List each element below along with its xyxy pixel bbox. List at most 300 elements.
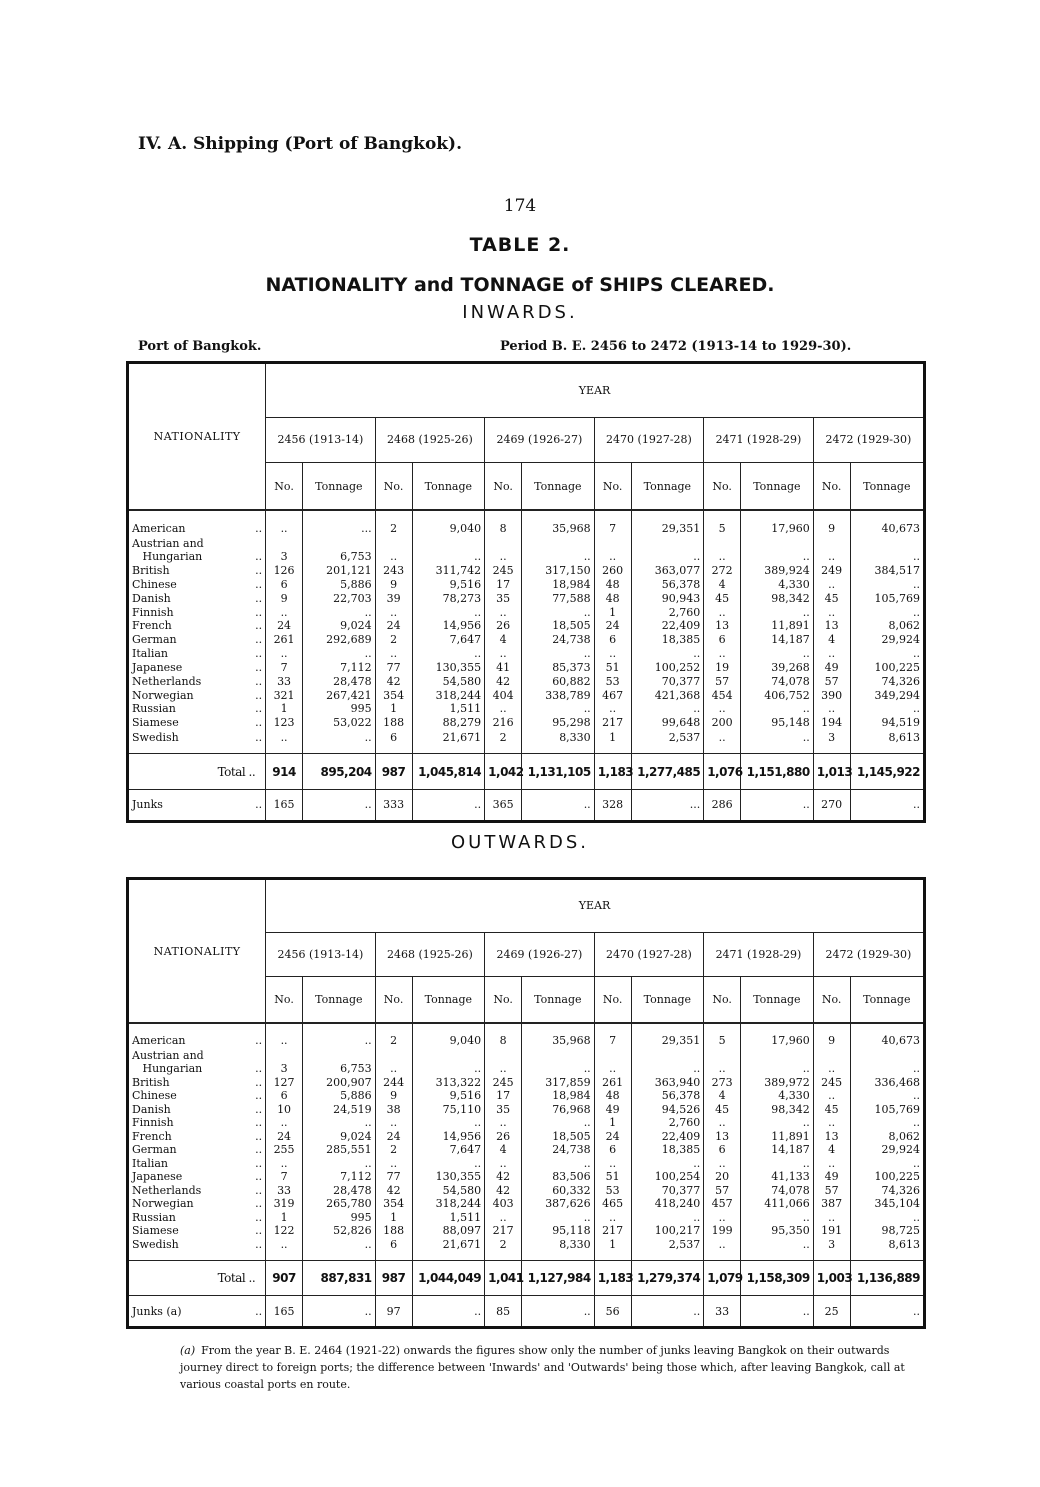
- junks-tonnage-cell: ..: [631, 1296, 704, 1326]
- tonnage-cell: 56,378: [631, 1089, 704, 1103]
- tonnage-cell: [303, 537, 376, 551]
- count-cell: 57: [813, 1184, 850, 1198]
- count-cell: 7: [266, 661, 303, 675]
- table-row: [129, 647, 923, 661]
- junks-tonnage-cell: ..: [522, 789, 595, 820]
- total-count-cell: 1,013: [813, 754, 850, 790]
- nationality-cell: Chinese ..: [132, 1089, 263, 1103]
- junks-count-cell: 85: [485, 1296, 522, 1326]
- count-cell: 245: [813, 1076, 850, 1090]
- tonnage-cell: 130,355: [412, 661, 485, 675]
- tonnage-cell: 85,373: [522, 661, 595, 675]
- junks-tonnage-cell: ..: [303, 789, 376, 820]
- count-cell: 24: [594, 620, 631, 634]
- tonnage-cell: 98,342: [741, 1103, 814, 1117]
- count-cell: ..: [485, 1116, 522, 1130]
- nationality-cell: Austrian and: [132, 1048, 204, 1062]
- tonnage-cell: 74,078: [741, 675, 814, 689]
- table-row: [129, 1143, 923, 1157]
- count-cell: ..: [485, 551, 522, 565]
- count-cell: ..: [375, 647, 412, 661]
- tonnage-cell: 9,024: [303, 620, 376, 634]
- count-cell: 123: [266, 716, 303, 730]
- count-cell: 4: [704, 578, 741, 592]
- inwards-heading: INWARDS.: [462, 302, 578, 323]
- tonnage-cell: 95,350: [741, 1224, 814, 1238]
- tonnage-cell: 77,588: [522, 592, 595, 606]
- tonnage-cell: ..: [850, 1157, 923, 1171]
- count-cell: 216: [485, 716, 522, 730]
- count-cell: [375, 1049, 412, 1063]
- no-header: No.: [704, 976, 741, 1023]
- count-cell: 272: [704, 564, 741, 578]
- tonnage-cell: 29,351: [631, 510, 704, 536]
- table-row: [129, 1076, 923, 1090]
- tonnage-cell: 24,738: [522, 633, 595, 647]
- outwards-table-frame: [126, 877, 926, 1329]
- count-cell: 261: [266, 633, 303, 647]
- count-cell: 1: [594, 606, 631, 620]
- total-tonnage-cell: 895,204: [303, 754, 376, 790]
- tonnage-cell: 9,516: [412, 578, 485, 592]
- tonnage-cell: 95,148: [741, 716, 814, 730]
- tonnage-header: Tonnage: [412, 976, 485, 1023]
- table-row: [129, 1130, 923, 1144]
- tonnage-cell: ..: [741, 551, 814, 565]
- nationality-cell: Japanese ..: [132, 1170, 263, 1184]
- count-cell: 45: [813, 1103, 850, 1117]
- nationality-cell: Netherlands ..: [132, 674, 263, 688]
- tonnage-header: Tonnage: [303, 976, 376, 1023]
- total-tonnage-cell: 1,127,984: [522, 1261, 595, 1296]
- junks-row: [129, 789, 923, 820]
- tonnage-cell: 418,240: [631, 1197, 704, 1211]
- tonnage-cell: ..: [741, 1211, 814, 1225]
- tonnage-cell: ..: [412, 606, 485, 620]
- tonnage-cell: ..: [631, 551, 704, 565]
- total-tonnage-cell: 1,045,814: [412, 754, 485, 790]
- year-column-header: 2472 (1929-30): [813, 418, 923, 463]
- total-count-cell: 1,183: [594, 1261, 631, 1296]
- tonnage-cell: ..: [303, 1023, 376, 1049]
- nationality-cell: Danish ..: [132, 1102, 263, 1116]
- count-cell: 49: [813, 661, 850, 675]
- no-header: No.: [594, 462, 631, 510]
- table-row: [129, 1238, 923, 1261]
- count-cell: 2: [375, 1143, 412, 1157]
- count-cell: 7: [266, 1170, 303, 1184]
- tonnage-cell: ..: [741, 1116, 814, 1130]
- tonnage-cell: 7,112: [303, 1170, 376, 1184]
- tonnage-cell: 5,886: [303, 1089, 376, 1103]
- count-cell: 191: [813, 1224, 850, 1238]
- total-row: [129, 754, 923, 790]
- tonnage-cell: 29,924: [850, 633, 923, 647]
- tonnage-header: Tonnage: [522, 976, 595, 1023]
- tonnage-cell: 22,409: [631, 620, 704, 634]
- count-cell: 6: [594, 1143, 631, 1157]
- tonnage-cell: 336,468: [850, 1076, 923, 1090]
- table-row: [129, 564, 923, 578]
- count-cell: 3: [813, 730, 850, 754]
- count-cell: ..: [266, 1116, 303, 1130]
- nationality-cell: Russian ..: [132, 702, 263, 716]
- tonnage-cell: 40,673: [850, 510, 923, 536]
- count-cell: 4: [485, 633, 522, 647]
- tonnage-cell: [741, 537, 814, 551]
- count-cell: 57: [704, 1184, 741, 1198]
- count-cell: ..: [485, 1062, 522, 1076]
- count-cell: ..: [266, 606, 303, 620]
- count-cell: ..: [704, 730, 741, 754]
- count-cell: 13: [813, 1130, 850, 1144]
- tonnage-cell: 17,960: [741, 510, 814, 536]
- junks-count-cell: 97: [375, 1296, 412, 1326]
- count-cell: ..: [266, 1157, 303, 1171]
- count-cell: ..: [375, 1157, 412, 1171]
- junks-count-cell: 270: [813, 789, 850, 820]
- tonnage-cell: 201,121: [303, 564, 376, 578]
- count-cell: 51: [594, 1170, 631, 1184]
- count-cell: 126: [266, 564, 303, 578]
- tonnage-cell: ...: [303, 510, 376, 536]
- count-cell: 4: [704, 1089, 741, 1103]
- tonnage-cell: 90,943: [631, 592, 704, 606]
- total-tonnage-cell: 1,131,105: [522, 754, 595, 790]
- count-cell: ..: [594, 1211, 631, 1225]
- count-cell: [594, 1049, 631, 1063]
- tonnage-cell: 53,022: [303, 716, 376, 730]
- no-header: No.: [266, 462, 303, 510]
- count-cell: ..: [594, 702, 631, 716]
- count-cell: 38: [375, 1103, 412, 1117]
- count-cell: 243: [375, 564, 412, 578]
- tonnage-cell: [303, 1049, 376, 1063]
- tonnage-cell: 317,859: [522, 1076, 595, 1090]
- tonnage-cell: ..: [850, 1062, 923, 1076]
- count-cell: 260: [594, 564, 631, 578]
- tonnage-cell: 8,330: [522, 730, 595, 754]
- count-cell: 49: [813, 1170, 850, 1184]
- tonnage-cell: 18,505: [522, 620, 595, 634]
- tonnage-header: Tonnage: [303, 462, 376, 510]
- nationality-cell: Hungarian ..: [132, 1062, 263, 1076]
- total-tonnage-cell: 1,145,922: [850, 754, 923, 790]
- nationality-cell: Danish ..: [132, 591, 263, 605]
- total-label: Total ..: [129, 754, 266, 790]
- nationality-cell: French ..: [132, 1129, 263, 1143]
- tonnage-cell: 74,078: [741, 1184, 814, 1198]
- count-cell: 5: [704, 510, 741, 536]
- tonnage-cell: 21,671: [412, 730, 485, 754]
- junks-tonnage-cell: ..: [850, 1296, 923, 1326]
- tonnage-cell: 338,789: [522, 689, 595, 703]
- count-cell: 4: [485, 1143, 522, 1157]
- tonnage-cell: 39,268: [741, 661, 814, 675]
- junks-tonnage-cell: ..: [741, 1296, 814, 1326]
- count-cell: 387: [813, 1197, 850, 1211]
- tonnage-cell: 76,968: [522, 1103, 595, 1117]
- tonnage-cell: 11,891: [741, 620, 814, 634]
- tonnage-cell: 18,385: [631, 1143, 704, 1157]
- total-row: [129, 1261, 923, 1296]
- tonnage-cell: 74,326: [850, 675, 923, 689]
- no-header: No.: [375, 462, 412, 510]
- year-column-header: 2469 (1926-27): [485, 932, 595, 976]
- tonnage-cell: ..: [303, 606, 376, 620]
- tonnage-cell: ..: [741, 1062, 814, 1076]
- count-cell: 41: [485, 661, 522, 675]
- tonnage-cell: 363,940: [631, 1076, 704, 1090]
- count-cell: 45: [704, 1103, 741, 1117]
- tonnage-cell: 995: [303, 702, 376, 716]
- count-cell: 9: [375, 578, 412, 592]
- count-cell: 244: [375, 1076, 412, 1090]
- tonnage-cell: 94,519: [850, 716, 923, 730]
- count-cell: ..: [704, 702, 741, 716]
- count-cell: 403: [485, 1197, 522, 1211]
- table-row: [129, 675, 923, 689]
- nationality-cell: Hungarian ..: [132, 550, 263, 564]
- count-cell: [375, 537, 412, 551]
- count-cell: ..: [594, 647, 631, 661]
- tonnage-cell: 1,511: [412, 702, 485, 716]
- tonnage-cell: 24,738: [522, 1143, 595, 1157]
- tonnage-cell: 21,671: [412, 1238, 485, 1261]
- count-cell: 6: [704, 633, 741, 647]
- tonnage-cell: 74,326: [850, 1184, 923, 1198]
- tonnage-cell: 24,519: [303, 1103, 376, 1117]
- total-count-cell: 914: [266, 754, 303, 790]
- year-column-header: 2471 (1928-29): [704, 932, 814, 976]
- count-cell: 1: [594, 1238, 631, 1261]
- count-cell: 354: [375, 1197, 412, 1211]
- count-cell: 48: [594, 1089, 631, 1103]
- count-cell: 6: [266, 578, 303, 592]
- no-header: No.: [704, 462, 741, 510]
- count-cell: 217: [594, 716, 631, 730]
- total-count-cell: 1,042: [485, 754, 522, 790]
- nationality-cell: German ..: [132, 1143, 263, 1157]
- tonnage-cell: 9,040: [412, 1023, 485, 1049]
- junks-count-cell: 165: [266, 1296, 303, 1326]
- count-cell: 8: [485, 510, 522, 536]
- table-row: [129, 633, 923, 647]
- year-column-header: 2470 (1927-28): [594, 932, 704, 976]
- junks-label: Junks (a) ..: [129, 1296, 266, 1326]
- table-row: [129, 702, 923, 716]
- count-cell: 404: [485, 689, 522, 703]
- table-title: NATIONALITY and TONNAGE of SHIPS CLEARED.: [265, 274, 775, 296]
- count-cell: 26: [485, 1130, 522, 1144]
- inwards-table: [129, 364, 923, 820]
- tonnage-header: Tonnage: [522, 462, 595, 510]
- nationality-cell: German ..: [132, 633, 263, 647]
- count-cell: ..: [704, 1062, 741, 1076]
- junks-tonnage-cell: ..: [303, 1296, 376, 1326]
- tonnage-cell: 100,252: [631, 661, 704, 675]
- count-cell: 42: [485, 675, 522, 689]
- table-row: [129, 1116, 923, 1130]
- count-cell: [813, 1049, 850, 1063]
- junks-tonnage-cell: ..: [850, 789, 923, 820]
- nationality-header: NATIONALITY: [129, 364, 266, 510]
- tonnage-cell: 318,244: [412, 689, 485, 703]
- tonnage-cell: 2,760: [631, 606, 704, 620]
- count-cell: ..: [813, 606, 850, 620]
- tonnage-cell: 311,742: [412, 564, 485, 578]
- count-cell: [704, 1049, 741, 1063]
- count-cell: 2: [485, 1238, 522, 1261]
- count-cell: [485, 1049, 522, 1063]
- tonnage-cell: 99,648: [631, 716, 704, 730]
- year-column-header: 2468 (1925-26): [375, 932, 485, 976]
- footnote-mark: (a): [180, 1344, 196, 1357]
- total-label: Total ..: [129, 1261, 266, 1296]
- tonnage-cell: ..: [412, 1116, 485, 1130]
- total-count-cell: 1,076: [704, 754, 741, 790]
- nationality-cell: Finnish ..: [132, 1116, 263, 1130]
- page-number: 174: [503, 196, 537, 216]
- count-cell: 127: [266, 1076, 303, 1090]
- tonnage-cell: 98,342: [741, 592, 814, 606]
- table-row: [129, 1103, 923, 1117]
- total-tonnage-cell: 1,158,309: [741, 1261, 814, 1296]
- count-cell: 8: [485, 1023, 522, 1049]
- footnote-text: From the year B. E. 2464 (1921-22) onwards the figures show only the number of junks leaving Bangkok on their outwards journey direct to foreign ports; the difference between 'Inwards' and 'Outwards' being those which, after leaving Bangkok, call at various coastal ports en route.: [180, 1344, 905, 1391]
- count-cell: ..: [813, 702, 850, 716]
- tonnage-cell: 7,647: [412, 633, 485, 647]
- table-number: TABLE 2.: [469, 234, 571, 256]
- nationality-cell: Siamese ..: [132, 716, 263, 730]
- junks-count-cell: 33: [704, 1296, 741, 1326]
- junks-count-cell: 286: [704, 789, 741, 820]
- count-cell: ..: [704, 1116, 741, 1130]
- count-cell: 319: [266, 1197, 303, 1211]
- inwards-table-frame: [126, 361, 926, 823]
- year-column-header: 2468 (1925-26): [375, 418, 485, 463]
- tonnage-cell: 995: [303, 1211, 376, 1225]
- no-header: No.: [813, 976, 850, 1023]
- tonnage-cell: ..: [850, 702, 923, 716]
- total-count-cell: 1,041: [485, 1261, 522, 1296]
- count-cell: 42: [375, 1184, 412, 1198]
- count-cell: 57: [813, 675, 850, 689]
- count-cell: 33: [266, 675, 303, 689]
- tonnage-cell: 349,294: [850, 689, 923, 703]
- tonnage-cell: 18,984: [522, 578, 595, 592]
- nationality-cell: Norwegian ..: [132, 688, 263, 702]
- nationality-cell: British ..: [132, 1075, 263, 1089]
- year-column-header: 2470 (1927-28): [594, 418, 704, 463]
- tonnage-cell: 2,537: [631, 1238, 704, 1261]
- junks-tonnage-cell: ..: [522, 1296, 595, 1326]
- total-tonnage-cell: 1,151,880: [741, 754, 814, 790]
- count-cell: 9: [375, 1089, 412, 1103]
- count-cell: ..: [375, 1062, 412, 1076]
- tonnage-cell: 22,409: [631, 1130, 704, 1144]
- count-cell: ..: [704, 1238, 741, 1261]
- count-cell: 188: [375, 1224, 412, 1238]
- count-cell: ..: [375, 606, 412, 620]
- count-cell: 9: [813, 1023, 850, 1049]
- tonnage-cell: [631, 537, 704, 551]
- count-cell: ..: [266, 510, 303, 536]
- tonnage-cell: 95,118: [522, 1224, 595, 1238]
- tonnage-header: Tonnage: [631, 462, 704, 510]
- count-cell: 13: [813, 620, 850, 634]
- nationality-cell: American ..: [132, 1034, 263, 1048]
- tonnage-cell: 95,298: [522, 716, 595, 730]
- tonnage-cell: 17,960: [741, 1023, 814, 1049]
- tonnage-cell: 389,972: [741, 1076, 814, 1090]
- count-cell: ..: [813, 1089, 850, 1103]
- tonnage-cell: 29,351: [631, 1023, 704, 1049]
- junks-count-cell: 165: [266, 789, 303, 820]
- tonnage-cell: 14,187: [741, 1143, 814, 1157]
- outwards-table: [129, 880, 923, 1326]
- count-cell: 2: [375, 1023, 412, 1049]
- tonnage-cell: 60,882: [522, 675, 595, 689]
- count-cell: 200: [704, 716, 741, 730]
- count-cell: 199: [704, 1224, 741, 1238]
- tonnage-cell: ..: [631, 647, 704, 661]
- port-label: Port of Bangkok.: [138, 339, 262, 354]
- tonnage-cell: [412, 537, 485, 551]
- junks-count-cell: 365: [485, 789, 522, 820]
- table-row: [129, 1089, 923, 1103]
- count-cell: 1: [266, 1211, 303, 1225]
- tonnage-cell: ..: [522, 1062, 595, 1076]
- table-row: [129, 1023, 923, 1049]
- tonnage-cell: ..: [631, 702, 704, 716]
- tonnage-cell: 105,769: [850, 592, 923, 606]
- count-cell: 53: [594, 675, 631, 689]
- count-cell: ..: [704, 647, 741, 661]
- count-cell: 24: [594, 1130, 631, 1144]
- table-row: [129, 620, 923, 634]
- tonnage-cell: 28,478: [303, 675, 376, 689]
- tonnage-cell: ..: [303, 1116, 376, 1130]
- tonnage-cell: ..: [850, 551, 923, 565]
- tonnage-cell: ..: [741, 647, 814, 661]
- tonnage-cell: ..: [741, 730, 814, 754]
- count-cell: 6: [266, 1089, 303, 1103]
- total-count-cell: 987: [375, 754, 412, 790]
- count-cell: 51: [594, 661, 631, 675]
- count-cell: 45: [813, 592, 850, 606]
- count-cell: [813, 537, 850, 551]
- count-cell: ..: [485, 1157, 522, 1171]
- tonnage-cell: 100,225: [850, 661, 923, 675]
- tonnage-cell: 75,110: [412, 1103, 485, 1117]
- count-cell: ..: [813, 551, 850, 565]
- year-column-header: 2472 (1929-30): [813, 932, 923, 976]
- junks-count-cell: 56: [594, 1296, 631, 1326]
- tonnage-cell: [850, 1049, 923, 1063]
- tonnage-cell: 2,760: [631, 1116, 704, 1130]
- tonnage-cell: [741, 1049, 814, 1063]
- junks-tonnage-cell: ...: [631, 789, 704, 820]
- count-cell: 1: [375, 1211, 412, 1225]
- count-cell: 20: [704, 1170, 741, 1184]
- count-cell: ..: [266, 1238, 303, 1261]
- tonnage-cell: ..: [412, 1062, 485, 1076]
- tonnage-cell: 363,077: [631, 564, 704, 578]
- tonnage-cell: 88,097: [412, 1224, 485, 1238]
- count-cell: ..: [704, 606, 741, 620]
- count-cell: 255: [266, 1143, 303, 1157]
